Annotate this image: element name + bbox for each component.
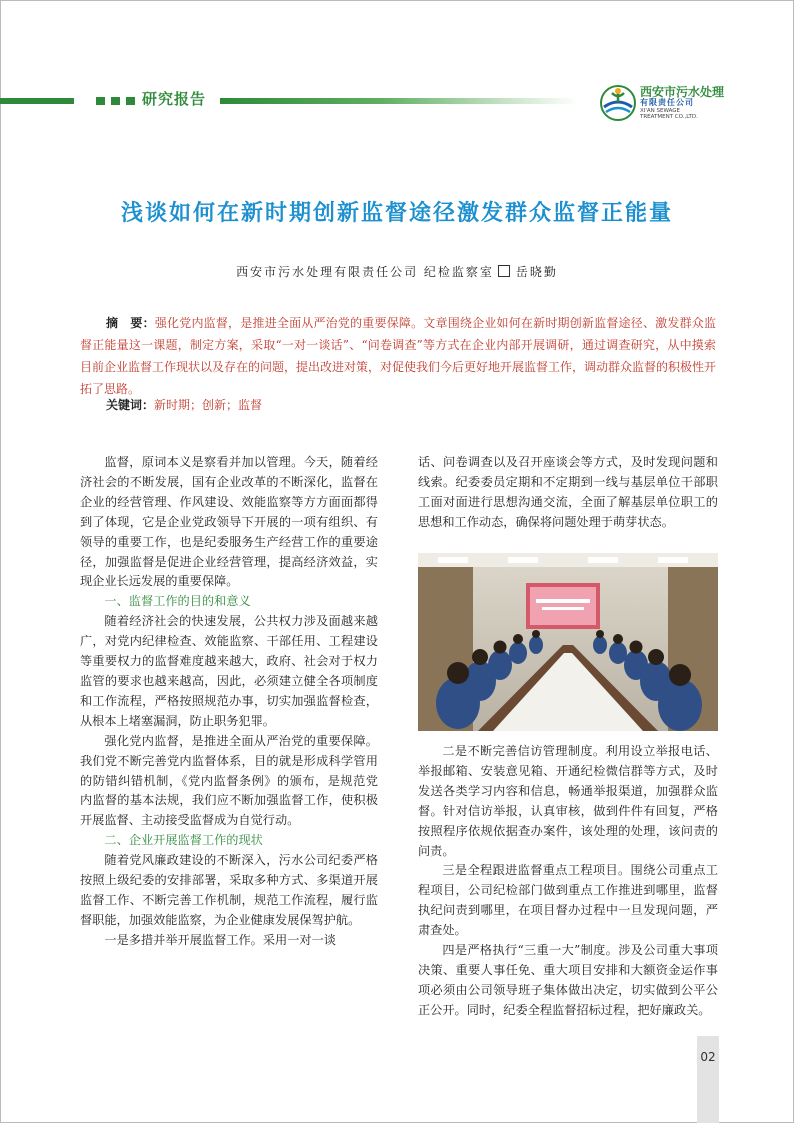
- logo-name-cn-sub: 有限责任公司: [640, 98, 694, 107]
- paragraph: 监督，原词本义是察看并加以管理。今天，随着经济社会的不断发展，国有企业改革的不断深化，监督在企业的经营管理、作风建设、效能监察等方方面面都得到了体现，它是企业党政领导下开展的一项有组织、有领导的重要工作，也是纪委服务生产经营工作的重要途径，加强监督是促进企业经营管理，提高经济效益，实现企业长远发展的重要保障。: [80, 455, 378, 589]
- header-square: [111, 97, 120, 105]
- logo-en-line2: TREATMENT CO.,LTD.: [640, 114, 698, 120]
- keywords-label: 关键词：: [106, 398, 155, 412]
- section-heading: 二、企业开展监督工作的现状: [104, 833, 263, 848]
- separator-box-icon: [498, 265, 510, 277]
- paragraph: 三是全程跟进监督重点工程项目。围绕公司重点工程项目，公司纪检部门做到重点工作推进到哪里，监督执纪问责到哪里，在项目督办过程中一旦发现问题，严肃查处。: [418, 863, 718, 938]
- logo-en-line1: XI'AN SEWAGE: [640, 108, 681, 114]
- page-number: 02: [700, 1050, 716, 1064]
- header-square: [126, 97, 135, 105]
- logo-emblem-icon: [598, 83, 638, 123]
- abstract: [80, 312, 716, 400]
- paragraph: 随着党风廉政建设的不断深入，污水公司纪委严格按照上级纪委的安排部署，采取多种方式、多渠道开展监督工作、不断完善工作机制，规范工作流程，履行监督职能，加强效能监察，为企业健康发展保驾护航。: [80, 853, 378, 927]
- meeting-photo: [418, 553, 718, 731]
- body-column-left: [80, 453, 378, 951]
- header-bar-left: [0, 98, 74, 104]
- section-title: 研究报告: [142, 90, 207, 108]
- header-bar-right: [220, 98, 578, 104]
- abstract-text: 强化党内监督，是推进全面从严治党的重要保障。文章围绕企业如何在新时期创新监督途径、激发群众监督正能量这一课题，制定方案，采取“一对一谈话”、“问卷调查”等方式在企业内部开展调研，通过调查研究，从中摸索目前企业监督工作现状以及存在的问题，提出改进对策，对促使我们今后更好地开展监督工作，调动群众监督的积极性开拓了思路。: [80, 316, 717, 396]
- paragraph: 一是多措并举开展监督工作。采用一对一谈: [104, 932, 336, 947]
- paragraph: 随着经济社会的快速发展，公共权力涉及面越来越广，对党内纪律检查、效能监察、干部任用、工程建设等重要权力的监督难度越来越大，政府、社会对于权力监管的要求也越来越高，因此，必须建立健全各项制度和工作流程，严格按照规范办事，切实加强监督检查，从根本上堵塞漏洞，防止职务犯罪。: [80, 614, 378, 728]
- author-org: 西安市污水处理有限责任公司 纪检监察室: [236, 265, 494, 279]
- keywords-text: 新时期；创新；监督: [154, 398, 263, 412]
- logo-name-cn: 西安市污水处理: [640, 85, 725, 99]
- byline: [0, 263, 794, 280]
- author-name: 岳晓勤: [515, 265, 558, 279]
- paragraph: 强化党内监督，是推进全面从严治党的重要保障。我们党不断完善党内监督体系，目的就是形成科学管用的防错纠错机制，《党内监督条例》的颁布，是规范党内监督的基本法规，我们应不断加强监督工作，使积极开展监督、主动接受监督成为自觉行动。: [80, 733, 378, 828]
- company-logo: [598, 82, 758, 124]
- paragraph: 二是不断完善信访管理制度。利用设立举报电话、举报邮箱、安装意见箱、开通纪检微信群等方式，及时发送各类学习内容和信息，畅通举报渠道，加强群众监督。针对信访举报，认真审核，做到件件有回复，严格按照程序依规依据查办案件，该处理的处理，该问责的问责。: [418, 744, 718, 858]
- meeting-photo-image: [418, 553, 718, 731]
- header-square: [96, 97, 105, 105]
- abstract-label: 摘 要：: [106, 316, 155, 330]
- body-column-right-top: [418, 453, 718, 533]
- paragraph: 话、问卷调查以及召开座谈会等方式，及时发现问题和线索。纪委委员定期和不定期到一线与基层单位干部职工面对面进行思想沟通交流，全面了解基层单位职工的思想和工作动态，确保将问题处理于萌芽状态。: [418, 455, 718, 529]
- paragraph: 四是严格执行“三重一大”制度。涉及公司重大事项决策、重要人事任免、重大项目安排和大额资金运作事项必须由公司领导班子集体做出决定，切实做到公平公正公开。同时，纪委全程监督招标过程，把好廉政关。: [418, 943, 718, 1017]
- keywords: [106, 396, 262, 413]
- article-title: 浅谈如何在新时期创新监督途径激发群众监督正能量: [120, 201, 673, 226]
- body-column-right-bottom: [418, 742, 718, 1021]
- logo-name-en: [640, 108, 698, 120]
- section-heading: 一、监督工作的目的和意义: [104, 594, 251, 609]
